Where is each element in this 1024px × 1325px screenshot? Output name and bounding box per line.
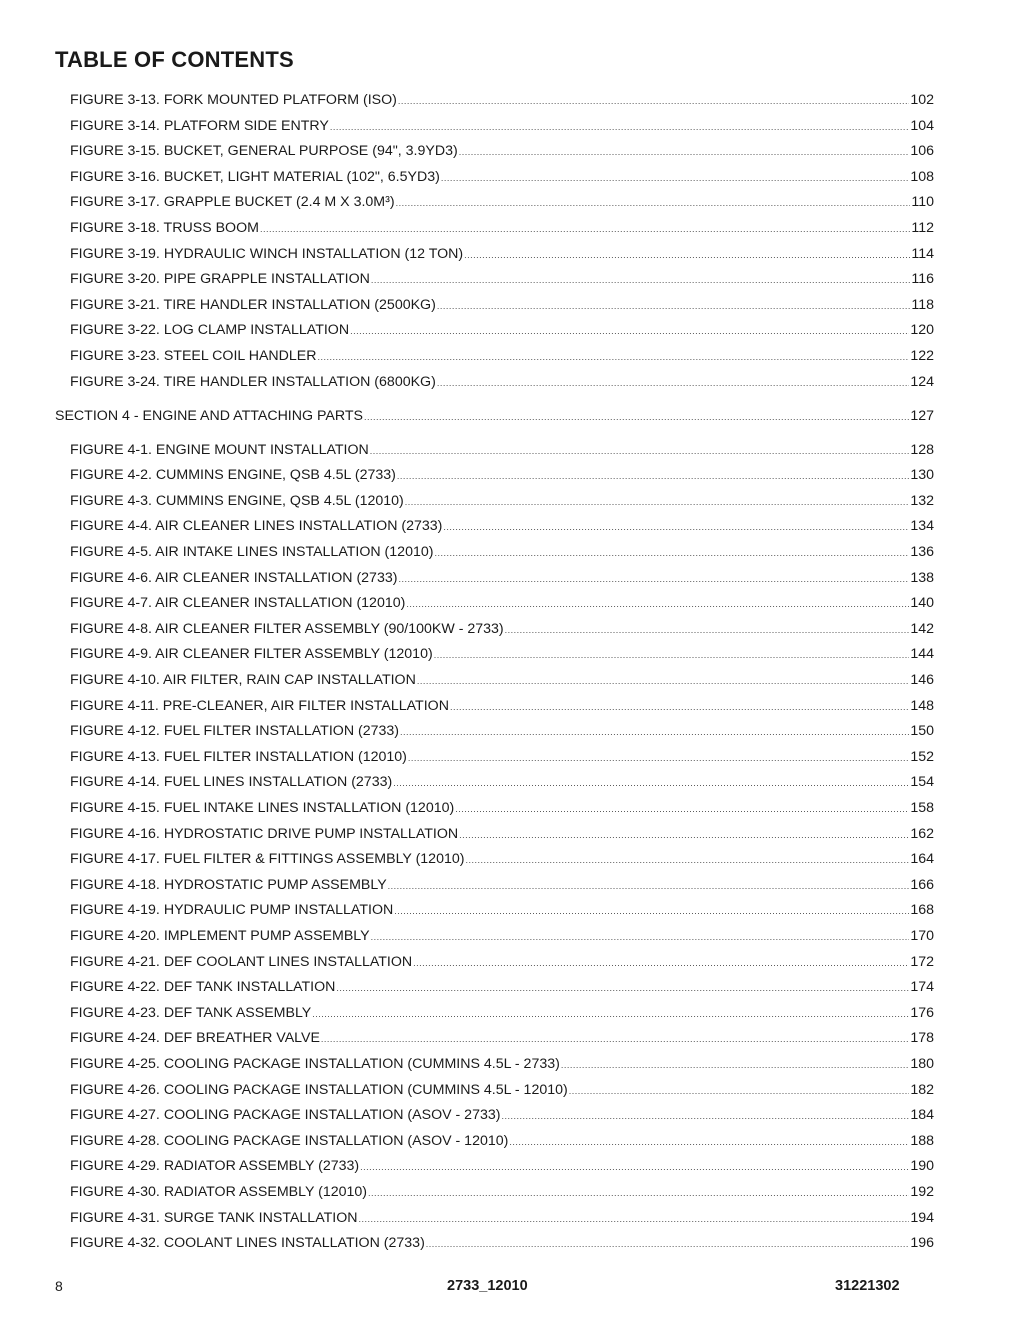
toc-entry-label: FIGURE 4-6. AIR CLEANER INSTALLATION (2733) [70,570,398,586]
toc-dot-leader [437,298,911,315]
toc-entry-page: 102 [910,92,934,108]
toc-entry-page: 144 [910,646,934,662]
toc-dot-leader [406,596,909,613]
toc-figure-entry[interactable] [70,1107,934,1125]
toc-dot-leader [371,929,910,946]
toc-figure-entry[interactable] [70,348,934,366]
toc-dot-leader [405,494,910,511]
toc-entry-label: FIGURE 3-21. TIRE HANDLER INSTALLATION (2500KG) [70,297,436,313]
toc-entry-page: 118 [911,297,934,313]
toc-dot-leader [459,144,910,161]
toc-entry-label: SECTION 4 - ENGINE AND ATTACHING PARTS [55,408,363,424]
toc-figure-entry[interactable] [70,246,934,264]
toc-entry-page: 104 [910,118,934,134]
toc-dot-leader [350,323,909,340]
toc-dot-leader [426,1236,910,1253]
toc-entry-page: 106 [910,143,934,159]
toc-entry-page: 122 [910,348,934,364]
toc-entry-page: 168 [910,902,934,918]
toc-entry-page: 182 [910,1082,934,1098]
toc-entry-label: FIGURE 3-22. LOG CLAMP INSTALLATION [70,322,350,338]
toc-figure-entry[interactable] [70,570,934,588]
toc-dot-leader [398,93,909,110]
toc-dot-leader [509,1134,909,1151]
toc-entry-page: 116 [911,271,934,287]
toc-figure-entry[interactable] [70,544,934,562]
toc-entry-label: FIGURE 4-19. HYDRAULIC PUMP INSTALLATION [70,902,394,918]
toc-dot-leader [443,519,909,536]
toc-entry-label: FIGURE 4-14. FUEL LINES INSTALLATION (2733) [70,774,393,790]
toc-dot-leader [368,1185,909,1202]
toc-dot-leader [434,545,909,562]
toc-figure-entry[interactable] [70,1005,934,1023]
toc-entry-label: FIGURE 4-20. IMPLEMENT PUMP ASSEMBLY [70,928,370,944]
page-title: TABLE OF CONTENTS [55,47,294,72]
toc-figure-entry[interactable] [70,143,934,161]
toc-entry-page: 154 [910,774,934,790]
toc-entry-label: FIGURE 4-11. PRE-CLEANER, AIR FILTER INSTALLATION [70,698,449,714]
toc-figure-entry[interactable] [70,92,934,110]
toc-entry-label: FIGURE 3-18. TRUSS BOOM [70,220,259,236]
toc-dot-leader [388,878,910,895]
toc-entry-page: 150 [910,723,934,739]
toc-entry-page: 148 [910,698,934,714]
toc-entry-page: 192 [910,1184,934,1200]
footer-model: 2733_12010 [447,1278,528,1294]
toc-figure-entry[interactable] [70,774,934,792]
toc-entry-label: FIGURE 4-7. AIR CLEANER INSTALLATION (12010) [70,595,406,611]
toc-entry-page: 152 [910,749,934,765]
toc-dot-leader [505,622,910,639]
toc-entry-label: FIGURE 4-5. AIR INTAKE LINES INSTALLATION (12010) [70,544,434,560]
toc-dot-leader [455,801,909,818]
toc-entry-label: FIGURE 3-14. PLATFORM SIDE ENTRY [70,118,329,134]
toc-dot-leader [336,980,909,997]
toc-entry-page: 180 [910,1056,934,1072]
toc-entry-label: FIGURE 4-12. FUEL FILTER INSTALLATION (2733) [70,723,400,739]
toc-dot-leader [464,247,910,264]
toc-entry-label: FIGURE 4-32. COOLANT LINES INSTALLATION (2733) [70,1235,425,1251]
toc-entry-label: FIGURE 4-10. AIR FILTER, RAIN CAP INSTALLATION [70,672,416,688]
toc-entry-label: FIGURE 4-9. AIR CLEANER FILTER ASSEMBLY (12010) [70,646,433,662]
toc-dot-leader [441,170,910,187]
toc-figure-entry[interactable] [70,169,934,187]
toc-figure-entry[interactable] [70,826,934,844]
toc-dot-leader [450,699,909,716]
toc-entry-label: FIGURE 4-31. SURGE TANK INSTALLATION [70,1210,358,1226]
toc-figure-entry[interactable] [70,954,934,972]
toc-figure-entry[interactable] [70,1184,934,1202]
toc-entry-page: 127 [910,408,934,424]
toc-figure-entry[interactable] [70,928,934,946]
toc-entry-label: FIGURE 4-2. CUMMINS ENGINE, QSB 4.5L (2733) [70,467,396,483]
toc-entry-page: 158 [910,800,934,816]
toc-section-entry[interactable] [55,408,934,426]
toc-entry-label: FIGURE 4-15. FUEL INTAKE LINES INSTALLATION (12010) [70,800,455,816]
toc-entry-label: FIGURE 4-3. CUMMINS ENGINE, QSB 4.5L (12010) [70,493,404,509]
toc-figure-entry[interactable] [70,1133,934,1151]
toc-entry-page: 174 [910,979,934,995]
toc-entry-page: 176 [910,1005,934,1021]
toc-dot-leader [312,1006,909,1023]
toc-entry-label: FIGURE 4-22. DEF TANK INSTALLATION [70,979,336,995]
toc-entry-page: 140 [910,595,934,611]
toc-dot-leader [318,349,910,366]
toc-dot-leader [359,1211,910,1228]
toc-entry-page: 110 [911,194,934,210]
toc-entry-page: 112 [911,220,934,236]
toc-figure-entry[interactable] [70,271,934,289]
toc-dot-leader [330,119,909,136]
toc-entry-label: FIGURE 4-28. COOLING PACKAGE INSTALLATION (ASOV - 12010) [70,1133,509,1149]
toc-entry-label: FIGURE 3-23. STEEL COIL HANDLER [70,348,317,364]
toc-figure-entry[interactable] [70,1158,934,1176]
toc-entry-page: 196 [910,1235,934,1251]
toc-figure-entry[interactable] [70,297,934,315]
toc-figure-entry[interactable] [70,1030,934,1048]
toc-dot-leader [501,1108,909,1125]
toc-entry-page: 128 [910,442,934,458]
toc-figure-entry[interactable] [70,621,934,639]
toc-figure-entry[interactable] [70,1235,934,1253]
toc-entry-label: FIGURE 3-20. PIPE GRAPPLE INSTALLATION [70,271,370,287]
toc-figure-entry[interactable] [70,220,934,238]
toc-entry-label: FIGURE 4-17. FUEL FILTER & FITTINGS ASSEMBLY (12010) [70,851,465,867]
toc-entry-page: 188 [910,1133,934,1149]
toc-figure-entry[interactable] [70,595,934,613]
toc-entry-page: 120 [910,322,934,338]
toc-entry-page: 134 [910,518,934,534]
toc-entry-label: FIGURE 4-18. HYDROSTATIC PUMP ASSEMBLY [70,877,387,893]
toc-entry-label: FIGURE 4-29. RADIATOR ASSEMBLY (2733) [70,1158,360,1174]
toc-entry-label: FIGURE 4-23. DEF TANK ASSEMBLY [70,1005,312,1021]
toc-dot-leader [569,1083,910,1100]
toc-entry-page: 114 [911,246,934,262]
toc-figure-entry[interactable] [70,723,934,741]
toc-entry-label: FIGURE 3-19. HYDRAULIC WINCH INSTALLATION (12 TON) [70,246,464,262]
toc-entry-label: FIGURE 4-8. AIR CLEANER FILTER ASSEMBLY (90/100KW - 2733) [70,621,504,637]
toc-entry-page: 178 [910,1030,934,1046]
toc-figure-entry[interactable] [70,518,934,536]
toc-entry-label: FIGURE 4-13. FUEL FILTER INSTALLATION (12010) [70,749,407,765]
toc-entry-page: 138 [910,570,934,586]
toc-figure-entry[interactable] [70,118,934,136]
toc-figure-entry[interactable] [70,646,934,664]
toc-entry-page: 130 [910,467,934,483]
toc-dot-leader [394,903,909,920]
toc-entry-page: 190 [910,1158,934,1174]
toc-entry-label: FIGURE 3-16. BUCKET, LIGHT MATERIAL (102", 6.5YD3) [70,169,440,185]
toc-figure-entry[interactable] [70,672,934,690]
toc-entry-page: 136 [910,544,934,560]
toc-entry-label: FIGURE 4-21. DEF COOLANT LINES INSTALLATION [70,954,413,970]
toc-dot-leader [465,852,909,869]
toc-entry-label: FIGURE 4-24. DEF BREATHER VALVE [70,1030,320,1046]
toc-entry-page: 146 [910,672,934,688]
toc-dot-leader [396,195,911,212]
toc-dot-leader [459,827,909,844]
toc-entry-label: FIGURE 4-16. HYDROSTATIC DRIVE PUMP INSTALLATION [70,826,459,842]
toc-dot-leader [321,1031,909,1048]
toc-figure-entry[interactable] [70,851,934,869]
toc-entry-label: FIGURE 4-30. RADIATOR ASSEMBLY (12010) [70,1184,367,1200]
toc-figure-entry[interactable] [70,979,934,997]
toc-entry-page: 194 [910,1210,934,1226]
toc-entry-label: FIGURE 4-26. COOLING PACKAGE INSTALLATION (CUMMINS 4.5L - 12010) [70,1082,568,1098]
toc-figure-entry[interactable] [70,877,934,895]
toc-dot-leader [398,571,909,588]
toc-figure-entry[interactable] [70,1056,934,1074]
toc-entry-page: 166 [910,877,934,893]
toc-entry-label: FIGURE 4-1. ENGINE MOUNT INSTALLATION [70,442,369,458]
toc-entry-page: 108 [910,169,934,185]
toc-figure-entry[interactable] [70,442,934,460]
toc-dot-leader [437,375,910,392]
footer-page-number: 8 [55,1278,63,1294]
toc-dot-leader [434,647,910,664]
toc-entry-label: FIGURE 4-27. COOLING PACKAGE INSTALLATION (ASOV - 2733) [70,1107,501,1123]
toc-entry-label: FIGURE 4-25. COOLING PACKAGE INSTALLATION (CUMMINS 4.5L - 2733) [70,1056,560,1072]
toc-dot-leader [561,1057,909,1074]
toc-figure-entry[interactable] [70,467,934,485]
toc-figure-entry[interactable] [70,374,934,392]
toc-dot-leader [393,775,909,792]
toc-entry-page: 184 [910,1107,934,1123]
toc-dot-leader [360,1159,909,1176]
toc-dot-leader [371,272,911,289]
toc-dot-leader [397,468,909,485]
toc-entry-page: 132 [910,493,934,509]
toc-entry-label: FIGURE 3-13. FORK MOUNTED PLATFORM (ISO) [70,92,397,108]
toc-entry-page: 172 [910,954,934,970]
toc-dot-leader [413,955,909,972]
toc-figure-entry[interactable] [70,493,934,511]
toc-entry-page: 142 [910,621,934,637]
toc-entry-label: FIGURE 4-4. AIR CLEANER LINES INSTALLATION (2733) [70,518,443,534]
toc-dot-leader [364,409,909,426]
toc-dot-leader [400,724,909,741]
toc-figure-entry[interactable] [70,322,934,340]
toc-entry-page: 124 [910,374,934,390]
toc-figure-entry[interactable] [70,902,934,920]
toc-figure-entry[interactable] [70,698,934,716]
toc-figure-entry[interactable] [70,749,934,767]
toc-entry-label: FIGURE 3-15. BUCKET, GENERAL PURPOSE (94", 3.9YD3) [70,143,458,159]
toc-entry-page: 170 [910,928,934,944]
toc-entry-page: 164 [910,851,934,867]
toc-entry-label: FIGURE 3-17. GRAPPLE BUCKET (2.4 M X 3.0M³) [70,194,395,210]
toc-dot-leader [408,750,909,767]
toc-dot-leader [417,673,909,690]
toc-dot-leader [260,221,910,238]
toc-dot-leader [370,443,910,460]
toc-figure-entry[interactable] [70,1082,934,1100]
toc-entry-label: FIGURE 3-24. TIRE HANDLER INSTALLATION (6800KG) [70,374,436,390]
toc-figure-entry[interactable] [70,800,934,818]
toc-figure-entry[interactable] [70,194,934,212]
toc-entry-page: 162 [910,826,934,842]
footer-doc-number: 31221302 [835,1278,900,1294]
toc-figure-entry[interactable] [70,1210,934,1228]
